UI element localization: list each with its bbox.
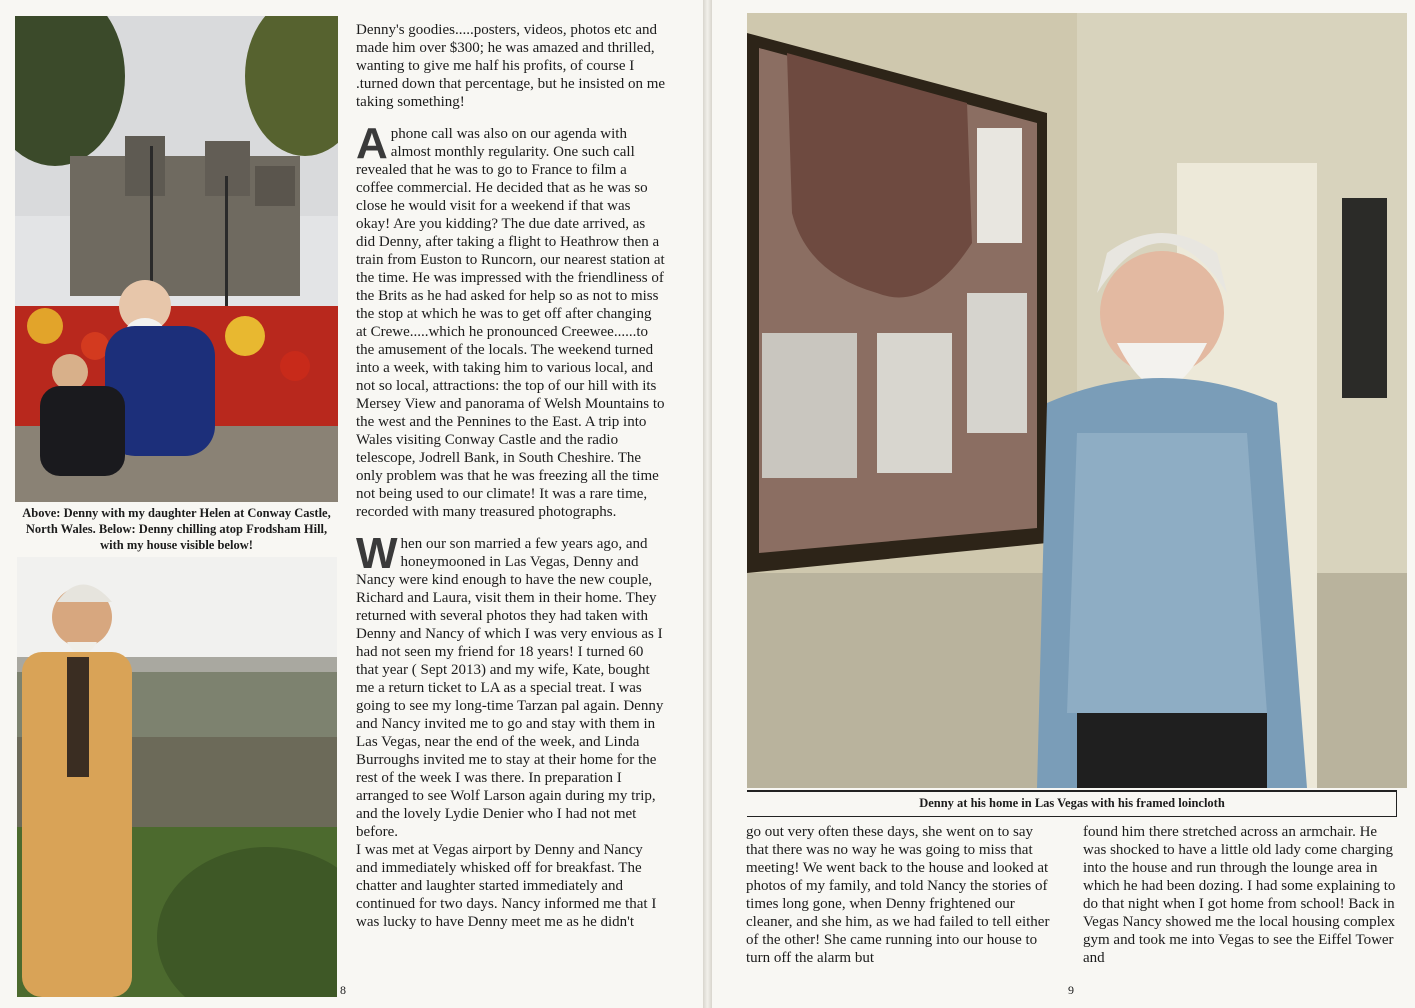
paragraph-3 bbox=[356, 529, 666, 841]
page-number-right: 9 bbox=[1068, 983, 1074, 997]
paragraph-3-text: hen our son married a few years ago, and honeymooned in Las Vegas, Denny and Nancy were kind enough to have the new couple, Richard and Laura, visit them in their home. They returned with several photos they had taken with Denny and Nancy of which I was very envious as I had not seen my friend for 18 years! I turned 60 that year ( Sept 2013) and my wife, Kate, bought me a return ticket to LA as a special treat. I was going to see my long-time Tarzan pal again. Denny and Nancy invited me to go and stay with them in Las Vegas, near the end of the week, and Linda Burroughs invited me to stay at their home for the rest of the week I was there. In preparation I arranged to see Wolf Larson again during my trip, and the lovely Lydie Denier who I had not met before. bbox=[356, 536, 664, 840]
right-text-column-2: found him there stretched across an armchair. He was shocked to have a little old lady come charging into the house and run through the lounge area in which he had been dozing. I had some explaining to do that night when I got home from school! Back in Vegas Nancy showed me the local housing complex gym and took me into Vegas to see the Eiffel Tower and bbox=[1083, 824, 1396, 966]
right-text-column-1: go out very often these days, she went on to say that there was no way he was going to miss that meeting! We went back to the house and looked at photos of my family, and told Nancy the stories of times long gone, when Denny frightened our cleaner, and she him, as we had failed to tell either of the other! She came running into our house to turn off the alarm but bbox=[746, 824, 1050, 966]
las-vegas-home-photo bbox=[747, 13, 1407, 788]
paragraph-1: Denny's goodies.....posters, videos, photos etc and made him over $300; he was amazed and thrilled, wanting to give me half his profits, of course I .turned down that percentage, but he insisted on me taking something! bbox=[356, 22, 666, 110]
page-number-left: 8 bbox=[340, 983, 346, 997]
frodsham-hill-photo bbox=[17, 557, 337, 997]
caption-rule-side bbox=[1396, 790, 1397, 817]
drop-cap-w: W bbox=[356, 529, 398, 578]
paragraph-2 bbox=[356, 119, 666, 521]
book-gutter bbox=[703, 0, 712, 1008]
drop-cap-a: A bbox=[356, 119, 388, 168]
paragraph-2-text: phone call was also on our agenda with almost monthly regularity. One such call revealed that he was to go to France to film a coffee commercial. He decided that as he was so close he would visit for a weekend if that was okay! Are you kidding? The due date arrived, as did Denny, after taking a flight to Heathrow then a train from Euston to Runcorn, our nearest station at the time. He was impressed with the friendliness of the Brits as he had asked for help so as not to miss the stop at which he was to get off after changing at Crewe.....which he pronounced Creewee......to the amusement of the locals. The weekend turned into a week, with taking him to various local, and not so local, attractions: the top of our hill with its Mersey View and panorama of Welsh Mountains to the west and the Pennines to the East. A trip into Wales visiting Conway Castle and the radio telescope, Jodrell Bank, in South Cheshire. The only problem was that he was freezing all the time not being used to our climate! It was a rare time, recorded with many treasured photographs. bbox=[356, 126, 665, 520]
caption-rule-top bbox=[747, 790, 1397, 792]
right-photo-caption: Denny at his home in Las Vegas with his framed loincloth bbox=[919, 796, 1225, 810]
left-page bbox=[0, 0, 703, 1008]
left-text-column bbox=[356, 21, 666, 931]
left-photo-caption: Above: Denny with my daughter Helen at Conway Castle, North Wales. Below: Denny chilling atop Frodsham Hill, with my house visible below! bbox=[22, 506, 331, 552]
conway-castle-photo bbox=[15, 16, 338, 502]
paragraph-4: I was met at Vegas airport by Denny and Nancy and immediately whisked off for breakfast. The chatter and laughter started immediately and continued for two days. Nancy informed me that I was lucky to have Denny meet me as he didn't bbox=[356, 842, 657, 930]
right-page bbox=[712, 0, 1415, 1008]
caption-rule-bottom bbox=[747, 816, 1397, 817]
